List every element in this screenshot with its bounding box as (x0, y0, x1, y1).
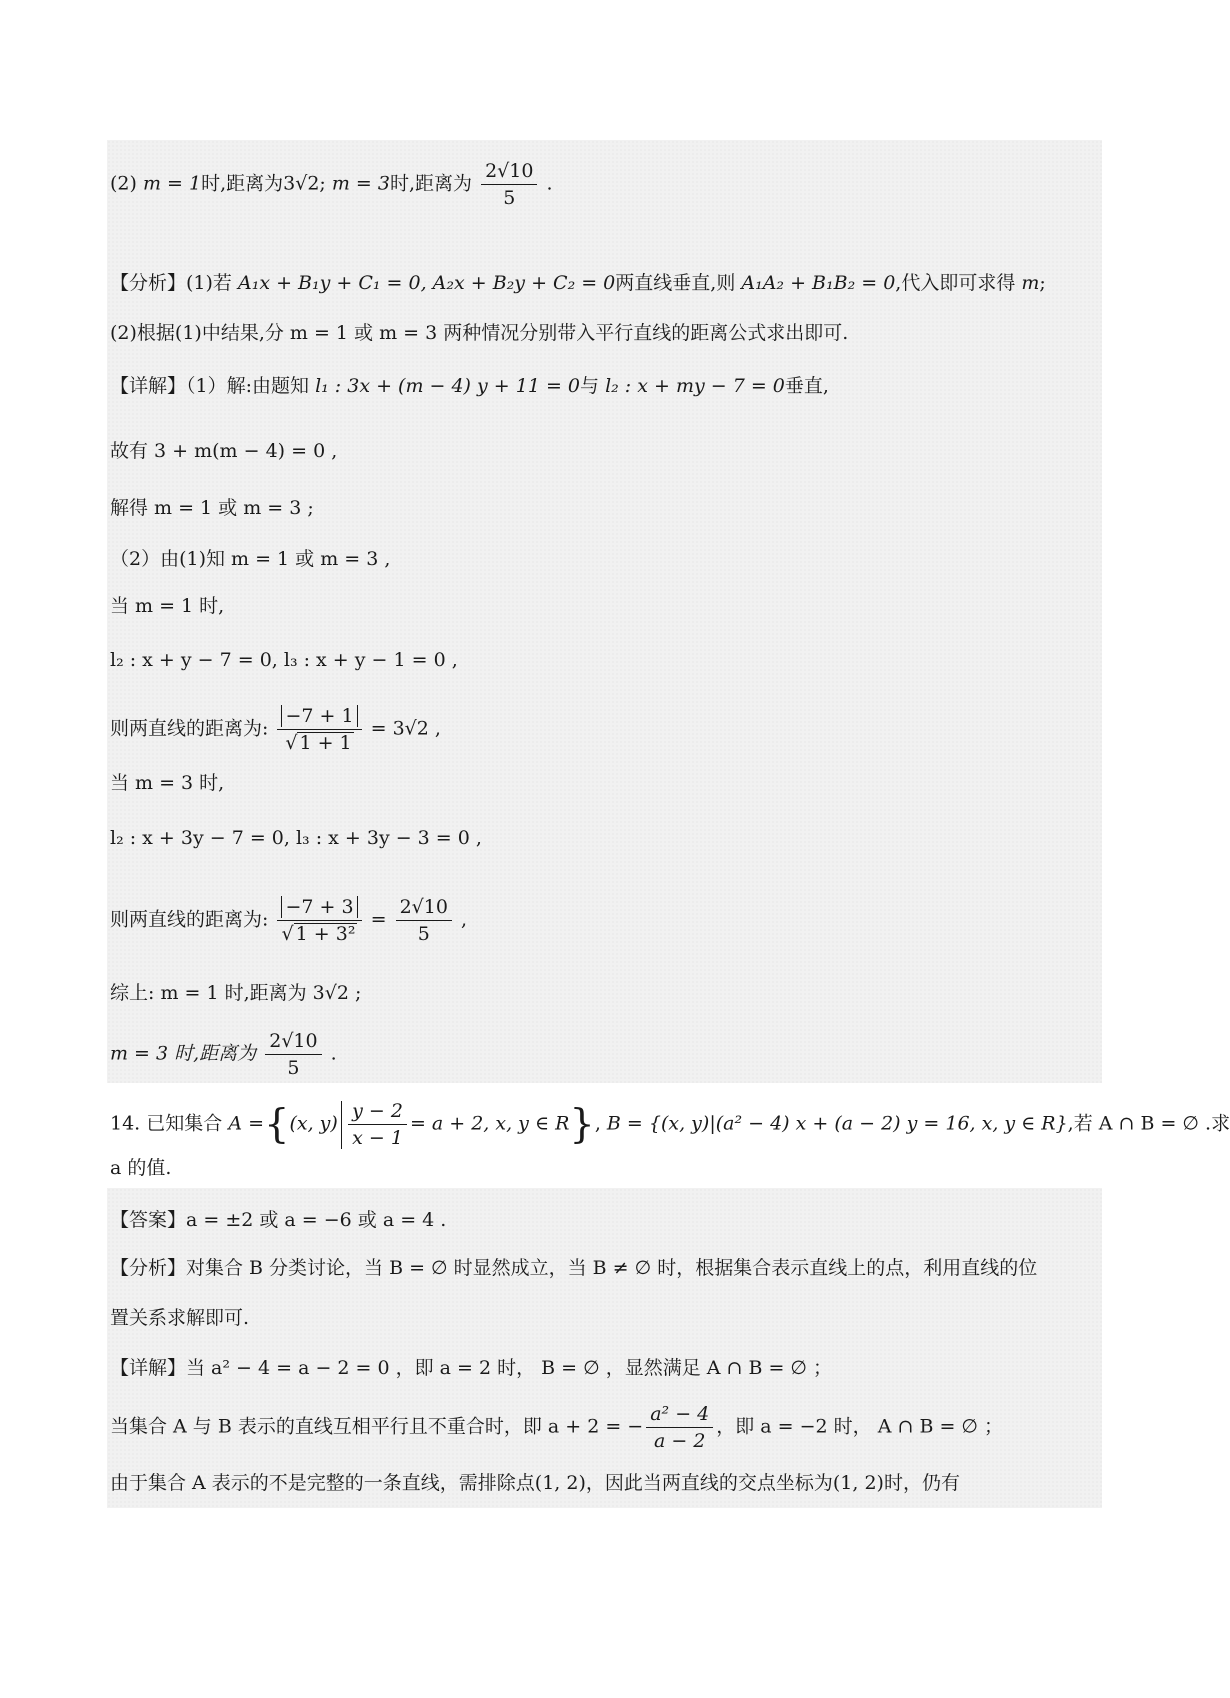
detail-14-line-2: 当集合 A 与 B 表示的直线互相平行且不重合时，即 a + 2 = − $\frac{\text{a² − 4}}{a - 2}$ ，即 a = −2 时， A ∩ B = ∅ ； (110, 1403, 1003, 1452)
detail-line-8: l₂ : x + 3y − 7 = 0, l₃ : x + 3y − 3 = 0 , (110, 827, 482, 849)
analysis-line-1: 【分析】(1)若 A₁x + B₁y + C₁ = 0, A₂x + B₂y + C₂ = 0两直线垂直,则 A₁A₂ + B₁B₂ = 0,代入即可求得 m; (110, 272, 1046, 294)
question-14-line-2: a 的值. (110, 1157, 172, 1179)
question-14: 14. 已知集合 A ={(x, y) $\frac{y - 2}{x - 1}$ = a + 2, x, y ∈ R}, B = {(x, y)|(a² − 4) x + (a − 2) y = 16, x, y ∈ R},若 A ∩ B = ∅ .求 (110, 1100, 1230, 1149)
detail-line-2: 故有 3 + m(m − 4) = 0 , (110, 440, 338, 462)
distance-1: 则两直线的距离为: $\frac{-7 + 1}{√ 1 + 1}$ = 3√2 , (110, 705, 441, 754)
detail-line-6: l₂ : x + y − 7 = 0, l₃ : x + y − 1 = 0 , (110, 649, 458, 671)
summary-line-2: m = 3 时,距离为 $\frac{2√10}{5}$ . (110, 1030, 337, 1079)
detail-line-5: 当 m = 1 时, (110, 595, 225, 617)
analysis-14-line-1: 【分析】对集合 B 分类讨论，当 B = ∅ 时显然成立，当 B ≠ ∅ 时，根据集合表示直线上的点，利用直线的位 (110, 1257, 1038, 1279)
detail-line-1: 【详解】（1）解:由题知 l₁ : 3x + (m − 4) y + 11 = 0与 l₂ : x + my − 7 = 0垂直, (110, 375, 829, 397)
summary-line-1: 综上: m = 1 时,距离为 3√2 ; (110, 982, 362, 1004)
answer-14: 【答案】a = ±2 或 a = −6 或 a = 4 . (110, 1209, 447, 1231)
detail-line-7: 当 m = 3 时, (110, 772, 225, 794)
analysis-14-line-2: 置关系求解即可. (110, 1307, 250, 1329)
detail-14-line-1: 【详解】当 a² − 4 = a − 2 = 0 ，即 a = 2 时， B = ∅ ，显然满足 A ∩ B = ∅ ； (110, 1357, 833, 1379)
detail-line-3: 解得 m = 1 或 m = 3 ; (110, 497, 314, 519)
detail-14-line-3: 由于集合 A 表示的不是完整的一条直线，需排除点(1, 2)，因此当两直线的交点坐标为(1, 2)时，仍有 (110, 1472, 960, 1494)
shaded-solution-block-2 (107, 1188, 1102, 1508)
answer-part2: (2) m = 1时,距离为3√2; m = 3时,距离为 $\frac{2√10}{5}$ . (110, 160, 553, 209)
detail-line-4: （2）由(1)知 m = 1 或 m = 3 , (110, 548, 391, 570)
distance-2: 则两直线的距离为: $\frac{-7 + 3}{\text{√ 1 + 3²}}$ = $\frac{2√10}{5}$ , (110, 896, 468, 945)
analysis-line-2: (2)根据(1)中结果,分 m = 1 或 m = 3 两种情况分别带入平行直线的距离公式求出即可. (110, 322, 849, 344)
